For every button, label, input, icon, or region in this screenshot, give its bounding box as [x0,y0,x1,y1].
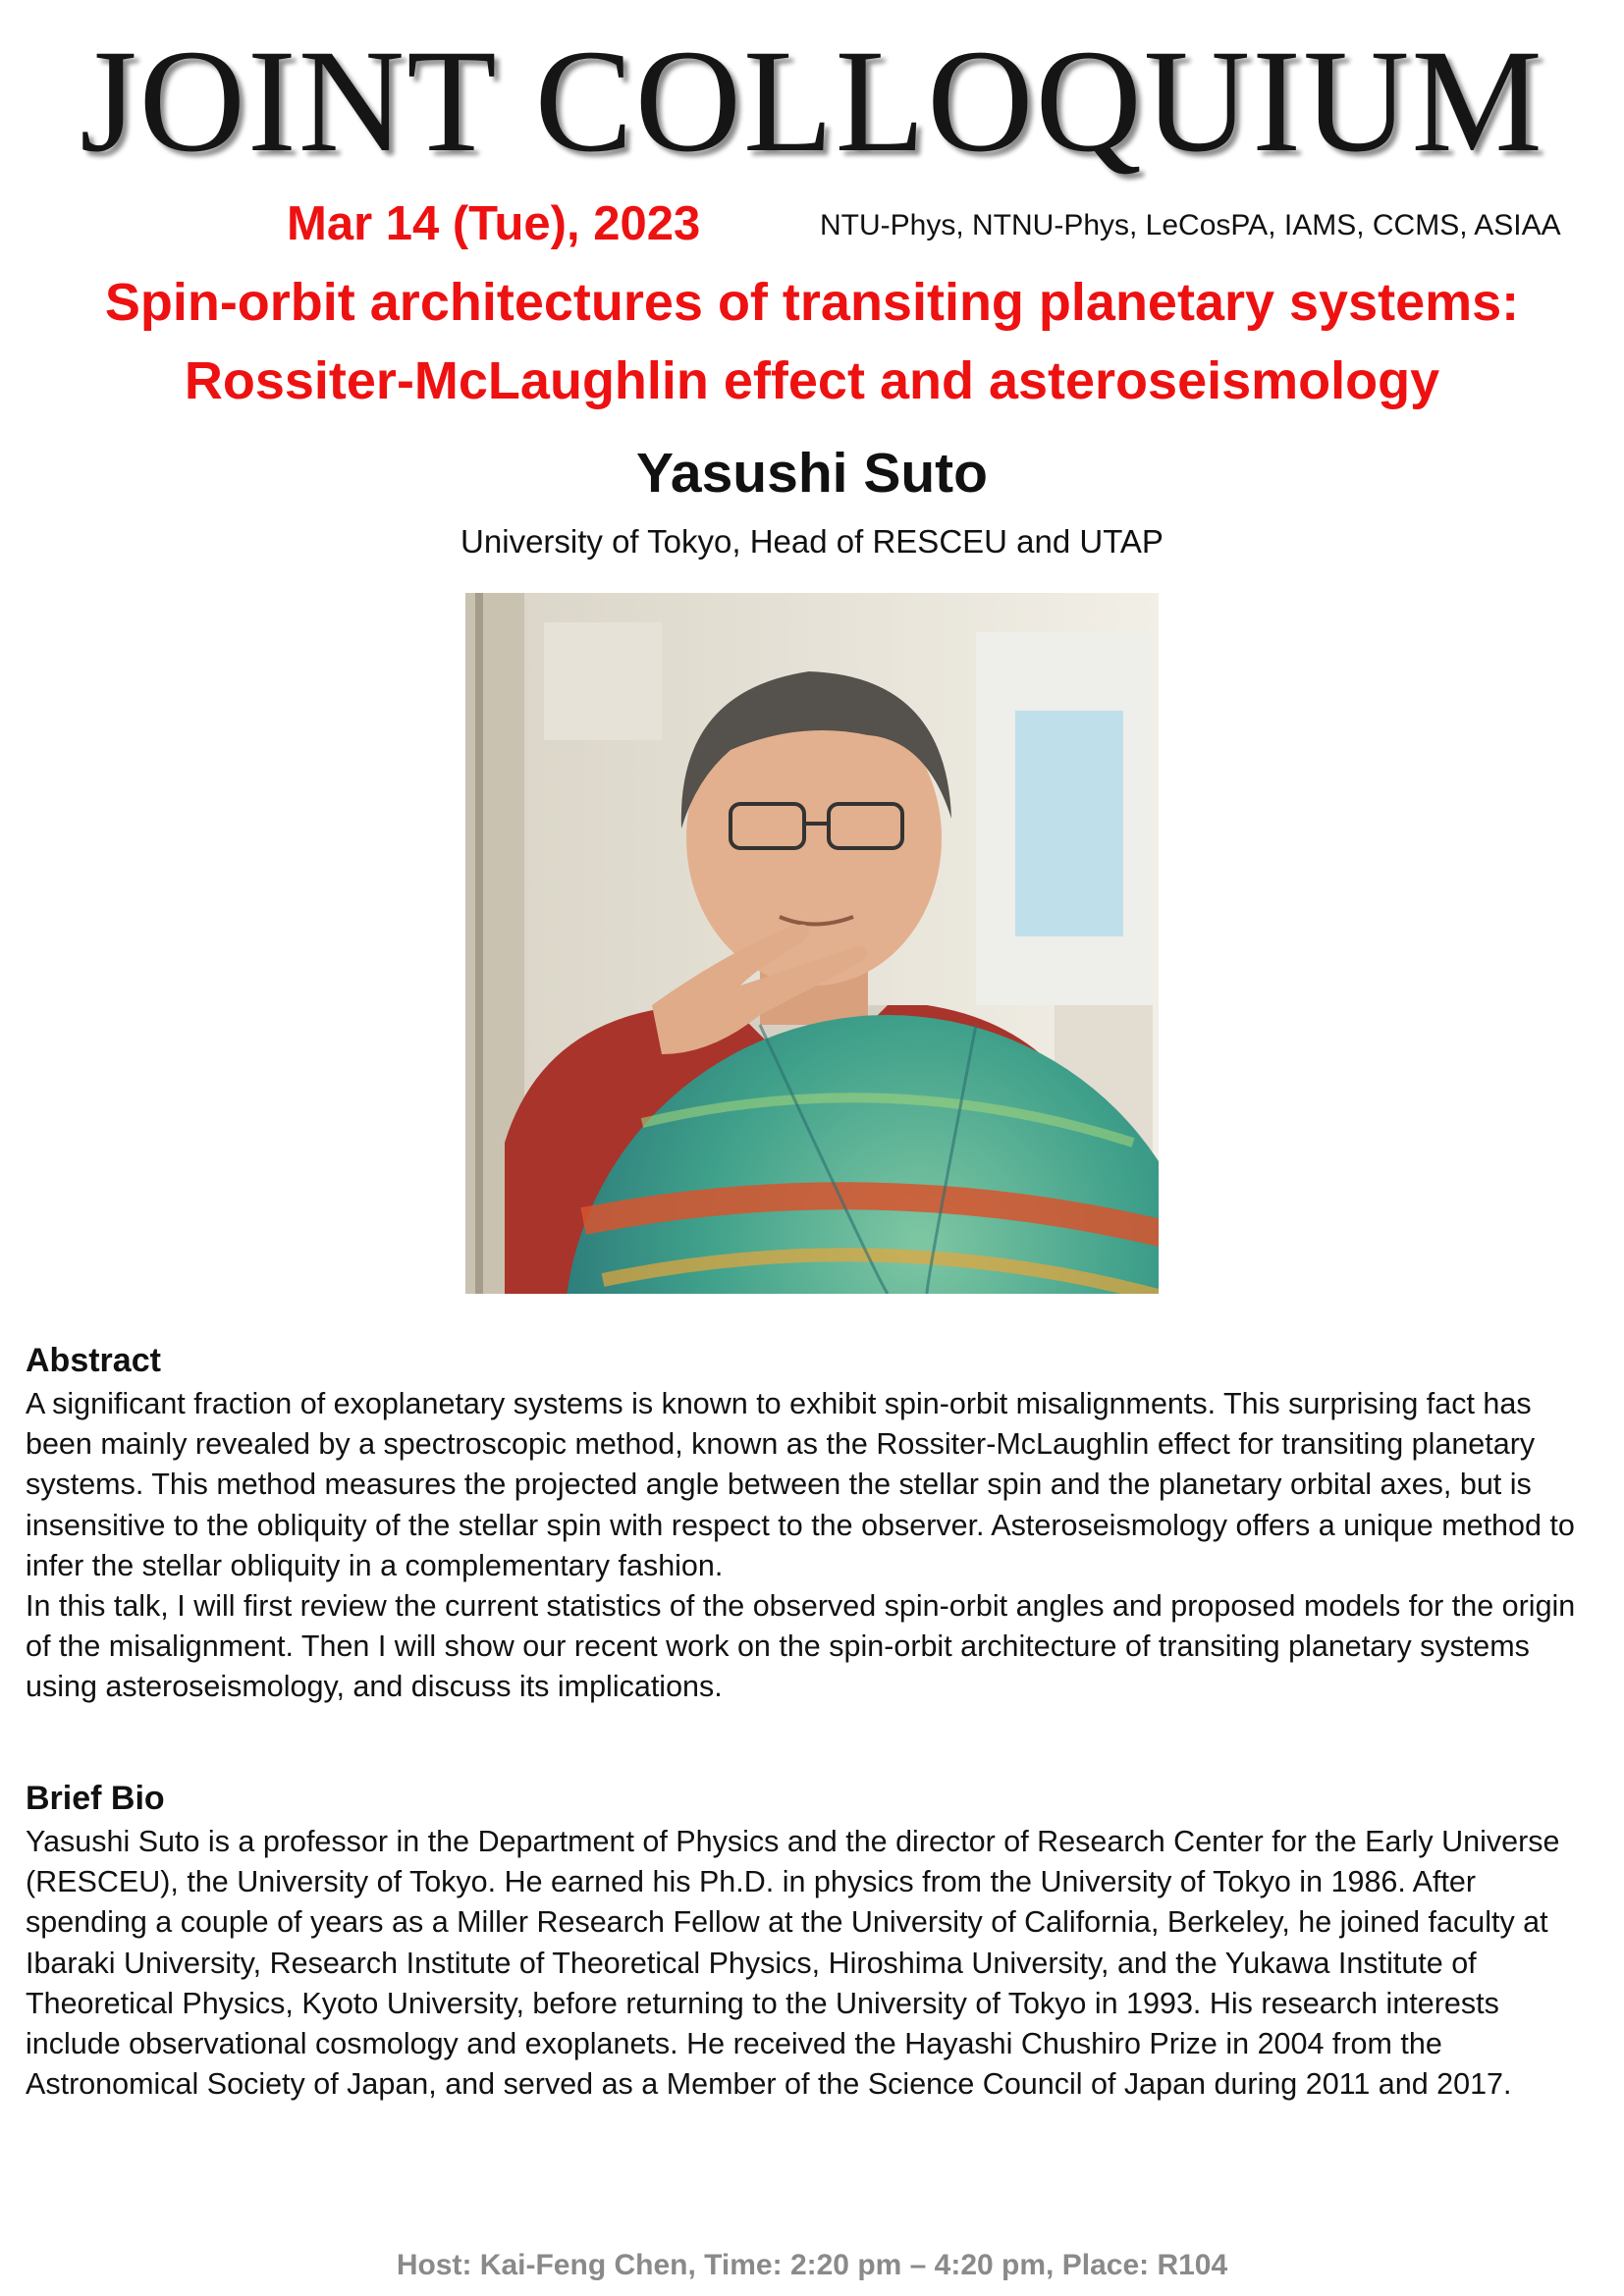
abstract-paragraph-1: A significant fraction of exoplanetary systems is known to exhibit spin-orbit misalignments. This surprising fact has been mainly revealed by a spectroscopic method, known as the Rossiter-McLaughlin effect for transiting planetary systems. This method measures the projected angle between the stellar spin and the planetary orbital axes, but is insensitive to the obliquity of the stellar spin with respect to the observer. Asteroseismology offers a unique method to infer the stellar obliquity in a complementary fashion. [26,1387,1575,1582]
abstract-heading: Abstract [26,1342,161,1379]
host-time-place-footer: Host: Kai-Feng Chen, Time: 2:20 pm – 4:20 pm, Place: R104 [396,2249,1228,2281]
speaker-name: Yasushi Suto [636,442,988,505]
talk-title [0,263,1624,420]
bio-body [26,1822,1597,2105]
colloquium-banner-title: JOINT COLLOQUIUM [80,20,1544,183]
talk-title-line-1: Spin-orbit architectures of transiting planetary systems: [104,273,1520,332]
abstract-body [26,1384,1597,1708]
speaker-affiliation: University of Tokyo, Head of RESCEU and UTAP [460,523,1164,560]
talk-title-line-2: Rossiter-McLaughlin effect and asteroseismology [184,351,1440,410]
organizers-list: NTU-Phys, NTNU-Phys, LeCosPA, IAMS, CCMS, ASIAA [820,209,1561,241]
speaker-photo-illustration [465,593,1159,1294]
bio-heading: Brief Bio [26,1780,165,1817]
speaker-photo [465,593,1159,1294]
bio-paragraph: Yasushi Suto is a professor in the Department of Physics and the director of Research Center for the Early Universe (RESCEU), the University of Tokyo. He earned his Ph.D. in physics from the University of Tokyo in 1986. After spending a couple of years as a Miller Research Fellow at the University of California, Berkeley, he joined faculty at Ibaraki University, Research Institute of Theoretical Physics, Hiroshima University, and the Yukawa Institute of Theoretical Physics, Kyoto University, before returning to the University of Tokyo in 1993. His research interests include observational cosmology and exoplanets. He received the Hayashi Chushiro Prize in 2004 from the Astronomical Society of Japan, and served as a Member of the Science Council of Japan during 2011 and 2017. [26,1825,1560,2102]
abstract-paragraph-2: In this talk, I will first review the current statistics of the observed spin-orbit angles and proposed models for the origin of the misalignment. Then I will show our recent work on the spin-orbit architecture of transiting planetary systems using asteroseismology, and discuss its implications. [26,1589,1576,1704]
event-date: Mar 14 (Tue), 2023 [287,197,701,250]
